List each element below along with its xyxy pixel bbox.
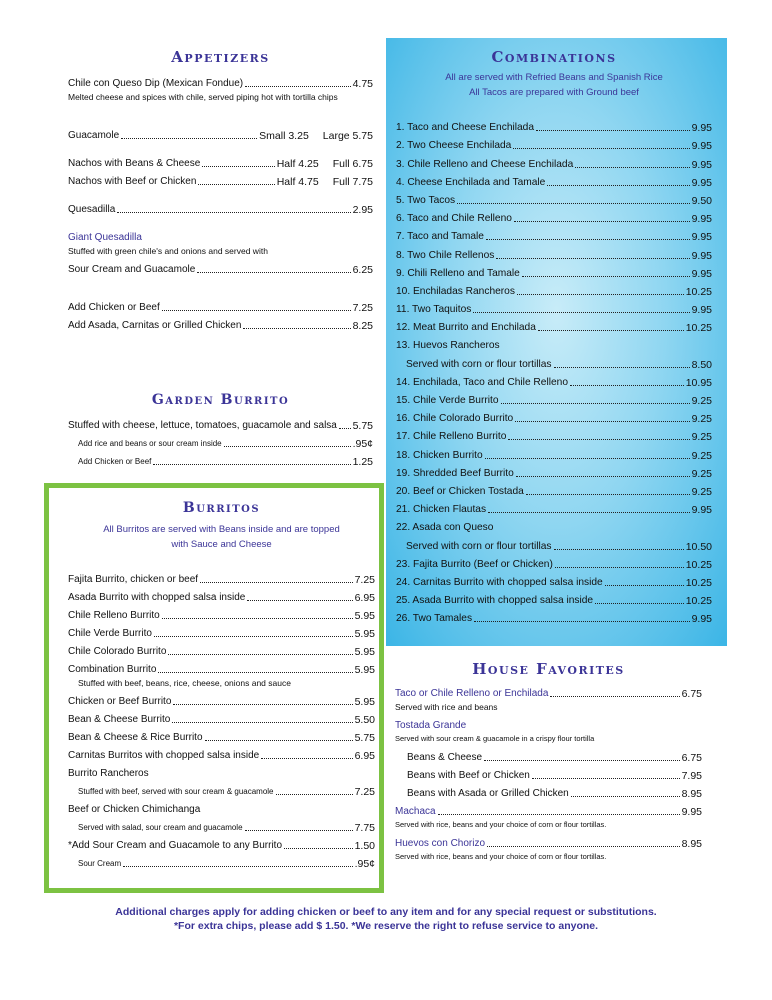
dot-leader	[200, 582, 353, 583]
menu-item	[396, 316, 712, 334]
item-name: Chile Verde Burrito	[68, 628, 152, 639]
burritos-subtitle: All Burritos are served with Beans inside and are topped	[103, 524, 340, 535]
dot-leader	[261, 758, 352, 759]
dot-leader	[117, 212, 350, 213]
item-name: 1. Taco and Cheese Enchilada	[396, 122, 535, 134]
item-name: 17. Chile Relleno Burrito	[396, 431, 507, 443]
menu-item	[68, 622, 375, 640]
item-price: 6.95	[354, 592, 375, 604]
item-price: 10.50	[685, 540, 712, 553]
dot-leader	[224, 446, 351, 447]
item-name: Beans & Cheese	[407, 752, 483, 763]
menu-item	[68, 296, 373, 314]
item-name: Nachos with Beans & Cheese	[68, 158, 201, 169]
dot-leader	[202, 166, 274, 167]
item-price: 6.75	[681, 752, 702, 764]
dot-leader	[205, 740, 353, 741]
menu-item	[396, 207, 712, 225]
item-price-half: Half 4.25	[276, 158, 319, 170]
item-name: Chile Relleno Burrito	[68, 610, 160, 621]
item-price: 10.25	[685, 558, 712, 571]
menu-item	[68, 604, 375, 622]
item-price: 9.25	[691, 431, 712, 444]
item-price: 9.95	[691, 249, 712, 262]
menu-item	[68, 568, 375, 586]
dot-leader	[547, 185, 689, 186]
dot-leader	[514, 221, 690, 222]
item-price: 10.25	[685, 576, 712, 589]
dot-leader	[487, 846, 680, 847]
item-price: 10.25	[685, 285, 712, 298]
dot-leader	[517, 294, 684, 295]
item-name: 14. Enchilada, Taco and Chile Relleno	[396, 376, 568, 388]
menu-item	[68, 762, 375, 780]
dot-leader	[245, 830, 353, 831]
item-name: Giant Quesadilla	[68, 232, 142, 243]
dot-leader	[245, 86, 350, 87]
item-name: 13. Huevos Rancheros	[396, 340, 500, 352]
dot-leader	[575, 167, 689, 168]
dot-leader	[339, 428, 351, 429]
dot-leader	[457, 203, 689, 204]
item-price: 8.95	[681, 838, 702, 850]
item-price: 10.25	[685, 322, 712, 335]
dot-leader	[153, 464, 350, 465]
item-price: 4.75	[352, 78, 373, 90]
appetizers-section	[68, 48, 373, 332]
menu-item	[68, 124, 373, 142]
item-price: 5.95	[354, 610, 375, 622]
item-price: 9.25	[691, 413, 712, 426]
item-name: Fajita Burrito, chicken or beef	[68, 574, 199, 585]
item-name: 9. Chili Relleno and Tamale	[396, 267, 520, 279]
burritos-section	[44, 483, 384, 893]
combinations-subtitle: All Tacos are prepared with Ground beef	[469, 87, 639, 98]
item-price: .95¢	[352, 438, 373, 450]
item-name: Served with corn or flour tortillas	[406, 540, 552, 552]
item-name: 15. Chile Verde Burrito	[396, 395, 499, 406]
item-name: Chicken or Beef Burrito	[68, 696, 172, 707]
dot-leader	[605, 585, 684, 586]
menu-item	[395, 832, 702, 850]
item-name: Taco or Chile Relleno or Enchilada	[395, 688, 549, 699]
menu-item	[396, 280, 712, 298]
menu-item	[68, 744, 375, 762]
menu-item	[396, 352, 712, 370]
item-name: 23. Fajita Burrito (Beef or Chicken)	[396, 558, 553, 570]
dot-leader	[284, 848, 353, 849]
dot-leader	[172, 722, 352, 723]
item-price: 9.95	[691, 613, 712, 626]
item-name: Bean & Cheese Burrito	[68, 714, 171, 725]
menu-item	[396, 498, 712, 516]
item-price: 7.25	[352, 302, 373, 314]
dot-leader	[554, 549, 684, 550]
item-price-half: Half 4.75	[276, 176, 319, 188]
item-price: 5.95	[354, 646, 375, 658]
dot-leader	[121, 138, 257, 139]
menu-item	[68, 798, 375, 816]
item-price: 9.95	[681, 806, 702, 818]
dot-leader	[438, 814, 680, 815]
menu-item	[68, 852, 375, 870]
menu-item	[396, 225, 712, 243]
item-price: 9.95	[691, 267, 712, 280]
item-name: Served with salad, sour cream and guacamole	[78, 823, 243, 832]
dot-leader	[595, 603, 684, 604]
item-price: 7.75	[354, 822, 375, 834]
item-name: 6. Taco and Chile Relleno	[396, 213, 512, 225]
dot-leader	[516, 476, 690, 477]
dot-leader	[571, 796, 680, 797]
dot-leader	[158, 672, 352, 673]
item-price: .95¢	[354, 858, 375, 870]
appetizers-title: Appetizers	[171, 48, 270, 66]
house-favorites-section	[395, 660, 702, 864]
menu-item	[396, 189, 712, 207]
burritos-list	[68, 568, 375, 870]
menu-item	[68, 72, 373, 90]
item-name: Carnitas Burritos with chopped salsa inside	[68, 750, 260, 761]
dot-leader	[538, 330, 684, 331]
item-price: 9.25	[691, 449, 712, 462]
item-name: Chile Colorado Burrito	[68, 646, 167, 657]
menu-item	[68, 726, 375, 744]
menu-item	[395, 682, 702, 700]
menu-item	[396, 607, 712, 625]
dot-leader	[485, 458, 690, 459]
combinations-title: Combinations	[491, 48, 617, 66]
combinations-subtitle: All are served with Refried Beans and Spanish Rice	[445, 72, 663, 83]
menu-item	[396, 116, 712, 134]
item-price: 1.25	[352, 456, 373, 468]
menu-item	[68, 170, 373, 188]
dot-leader	[154, 636, 353, 637]
dot-leader	[496, 258, 689, 259]
item-price: 8.50	[691, 358, 712, 371]
item-name: 10. Enchiladas Rancheros	[396, 285, 515, 297]
item-description: Served with rice, beans and your choice of corn or flour tortillas.	[395, 852, 607, 861]
item-price: 6.95	[354, 750, 375, 762]
item-price: 1.50	[354, 840, 375, 852]
item-price-large: Large 5.75	[322, 130, 373, 142]
menu-item	[68, 414, 373, 432]
menu-item	[395, 800, 702, 818]
garden-burrito-section	[68, 392, 373, 468]
item-name: 11. Two Taquitos	[396, 304, 472, 316]
item-price: 9.95	[691, 213, 712, 226]
item-price: 9.95	[691, 122, 712, 135]
dot-leader	[173, 704, 352, 705]
dot-leader	[513, 148, 689, 149]
item-price: 8.25	[352, 320, 373, 332]
dot-leader	[247, 600, 352, 601]
item-name: 25. Asada Burrito with chopped salsa inside	[396, 595, 594, 607]
dot-leader	[488, 512, 690, 513]
menu-item	[396, 516, 712, 534]
menu-item	[68, 834, 375, 852]
item-price: 9.95	[691, 158, 712, 171]
menu-item	[396, 553, 712, 571]
item-name: *Add Sour Cream and Guacamole to any Burrito	[68, 840, 282, 851]
dot-leader	[508, 439, 689, 440]
menu-item	[68, 258, 373, 276]
menu-item	[396, 243, 712, 261]
dot-leader	[486, 239, 690, 240]
menu-item	[68, 708, 375, 726]
menu-item	[395, 746, 702, 764]
footer-line: *For extra chips, please add $ 1.50. *We reserve the right to refuse service to anyone.	[173, 920, 599, 932]
item-name: Add Chicken or Beef	[68, 302, 160, 313]
menu-item	[68, 640, 375, 658]
item-name: 16. Chile Colorado Burrito	[396, 413, 514, 425]
menu-item	[68, 816, 375, 834]
dot-leader	[532, 778, 680, 779]
item-name: Huevos con Chorizo	[395, 838, 486, 849]
menu-item	[396, 480, 712, 498]
dot-leader	[536, 130, 690, 131]
dot-leader	[168, 654, 352, 655]
item-name: 24. Carnitas Burrito with chopped salsa inside	[396, 576, 603, 588]
menu-item	[68, 314, 373, 332]
garden-burrito-title: Garden Burrito	[151, 392, 290, 408]
menu-item	[396, 262, 712, 280]
item-name: Chile con Queso Dip (Mexican Fondue)	[68, 78, 244, 89]
item-name: Beans with Asada or Grilled Chicken	[407, 788, 569, 799]
item-name: Add rice and beans or sour cream inside	[78, 439, 222, 448]
menu-item-heading	[68, 226, 373, 244]
item-name: 20. Beef or Chicken Tostada	[396, 485, 524, 497]
dot-leader	[243, 328, 350, 329]
dot-leader	[555, 567, 684, 568]
item-price: 9.25	[691, 485, 712, 498]
item-price: 5.95	[354, 696, 375, 708]
item-price: 9.25	[691, 395, 712, 407]
menu-item	[68, 198, 373, 216]
menu-item	[396, 334, 712, 352]
footer-notes	[0, 905, 772, 933]
item-price: 10.25	[685, 595, 712, 608]
item-name: Combination Burrito	[68, 664, 157, 675]
menu-item	[396, 407, 712, 425]
item-price: 5.95	[354, 628, 375, 640]
item-name: 26. Two Tamales	[396, 613, 473, 625]
menu-item	[396, 462, 712, 480]
item-description: Served with rice, beans and your choice of corn or flour tortillas.	[395, 820, 607, 829]
item-name: Add Asada, Carnitas or Grilled Chicken	[68, 320, 242, 331]
combinations-section	[386, 38, 727, 646]
menu-item	[68, 432, 373, 450]
item-name: Tostada Grande	[395, 720, 467, 731]
menu-item	[68, 152, 373, 170]
item-name: 18. Chicken Burrito	[396, 449, 483, 461]
dot-leader	[162, 618, 353, 619]
dot-leader	[501, 403, 690, 404]
dot-leader	[554, 367, 690, 368]
item-name: 7. Taco and Tamale	[396, 231, 484, 243]
item-description: Served with rice and beans	[395, 702, 498, 712]
item-price: 7.25	[354, 786, 375, 798]
menu-item	[68, 658, 375, 676]
menu-item	[395, 714, 702, 732]
house-favorites-title: House Favorites	[472, 660, 625, 678]
menu-item	[395, 764, 702, 782]
item-name: 19. Shredded Beef Burrito	[396, 467, 514, 479]
item-price: 6.75	[681, 688, 702, 700]
item-price: 9.95	[691, 176, 712, 189]
item-name: Sour Cream	[78, 859, 122, 868]
item-name: Stuffed with beef, served with sour cream & guacamole	[78, 787, 274, 796]
menu-item	[396, 371, 712, 389]
item-price: 8.95	[681, 788, 702, 800]
menu-item	[396, 389, 712, 407]
item-name: 2. Two Cheese Enchilada	[396, 140, 512, 152]
item-name: Stuffed with cheese, lettuce, tomatoes, guacamole and salsa	[68, 420, 337, 431]
dot-leader	[123, 866, 352, 867]
menu-item	[396, 298, 712, 316]
item-price: 10.95	[685, 376, 712, 389]
item-name: 8. Two Chile Rellenos	[396, 249, 495, 261]
item-description: Stuffed with beef, beans, rice, cheese, onions and sauce	[78, 678, 291, 688]
item-price: 5.95	[354, 664, 375, 676]
item-name: 22. Asada con Queso	[396, 522, 494, 534]
burritos-title: Burritos	[182, 500, 261, 516]
menu-item	[396, 425, 712, 443]
item-price: 7.25	[354, 574, 375, 586]
item-price-full: Full 7.75	[332, 176, 373, 188]
menu-item	[396, 171, 712, 189]
dot-leader	[484, 760, 680, 761]
item-price: 9.95	[691, 140, 712, 153]
item-price: 5.75	[354, 732, 375, 744]
dot-leader	[197, 272, 350, 273]
item-name: Beans with Beef or Chicken	[407, 770, 530, 781]
item-price: 6.25	[352, 264, 373, 276]
item-description: Melted cheese and spices with chile, served piping hot with tortilla chips	[68, 92, 338, 102]
menu-item	[396, 571, 712, 589]
item-name: Machaca	[395, 806, 436, 817]
menu-item	[395, 782, 702, 800]
item-name: 4. Cheese Enchilada and Tamale	[396, 176, 546, 188]
dot-leader	[550, 696, 679, 697]
item-name: 12. Meat Burrito and Enchilada	[396, 322, 536, 334]
item-name: 5. Two Tacos	[396, 194, 456, 206]
menu-item	[68, 780, 375, 798]
item-price: 9.95	[691, 231, 712, 244]
item-price: 9.95	[691, 504, 712, 517]
dot-leader	[473, 312, 689, 313]
menu-item	[68, 690, 375, 708]
item-name: Asada Burrito with chopped salsa inside	[68, 592, 246, 603]
menu-item	[396, 152, 712, 170]
combinations-list	[396, 116, 712, 625]
dot-leader	[276, 794, 353, 795]
item-price-small: Small 3.25	[259, 130, 309, 142]
item-name: Burrito Rancheros	[68, 768, 149, 779]
item-price: 9.50	[691, 194, 712, 207]
footer-line: Additional charges apply for adding chicken or beef to any item and for any special request or substitutions.	[115, 906, 657, 918]
item-price: 2.95	[352, 204, 373, 216]
house-favorites-list	[395, 682, 702, 864]
item-name: Quesadilla	[68, 204, 116, 215]
item-price: 9.95	[691, 304, 712, 317]
menu-item	[68, 586, 375, 604]
item-name: Bean & Cheese & Rice Burrito	[68, 732, 203, 743]
dot-leader	[526, 494, 690, 495]
dot-leader	[522, 276, 690, 277]
menu-item	[396, 443, 712, 461]
burritos-subtitle: with Sauce and Cheese	[171, 539, 272, 550]
dot-leader	[515, 421, 689, 422]
item-price: 7.95	[681, 770, 702, 782]
item-name: Served with corn or flour tortillas	[406, 358, 552, 370]
item-name: Add Chicken or Beef	[78, 457, 152, 466]
item-name: 3. Chile Relleno and Cheese Enchilada	[396, 158, 574, 170]
item-price: 5.75	[352, 420, 373, 432]
item-description: Stuffed with green chile's and onions and served with	[68, 246, 268, 256]
dot-leader	[474, 621, 689, 622]
item-description: Served with sour cream & guacamole in a crispy flour tortilla	[395, 734, 595, 743]
item-name: 21. Chicken Flautas	[396, 504, 487, 516]
menu-item	[396, 589, 712, 607]
item-price: 9.25	[691, 467, 712, 480]
menu-item	[396, 534, 712, 552]
item-price-full: Full 6.75	[332, 158, 373, 170]
menu-item	[68, 450, 373, 468]
item-name: Nachos with Beef or Chicken	[68, 176, 197, 187]
dot-leader	[162, 310, 351, 311]
item-name: Sour Cream and Guacamole	[68, 264, 196, 275]
menu-item	[396, 134, 712, 152]
dot-leader	[570, 385, 684, 386]
dot-leader	[198, 184, 274, 185]
item-name: Guacamole	[68, 130, 120, 141]
item-price: 5.50	[354, 714, 375, 726]
item-name: Beef or Chicken Chimichanga	[68, 804, 201, 815]
